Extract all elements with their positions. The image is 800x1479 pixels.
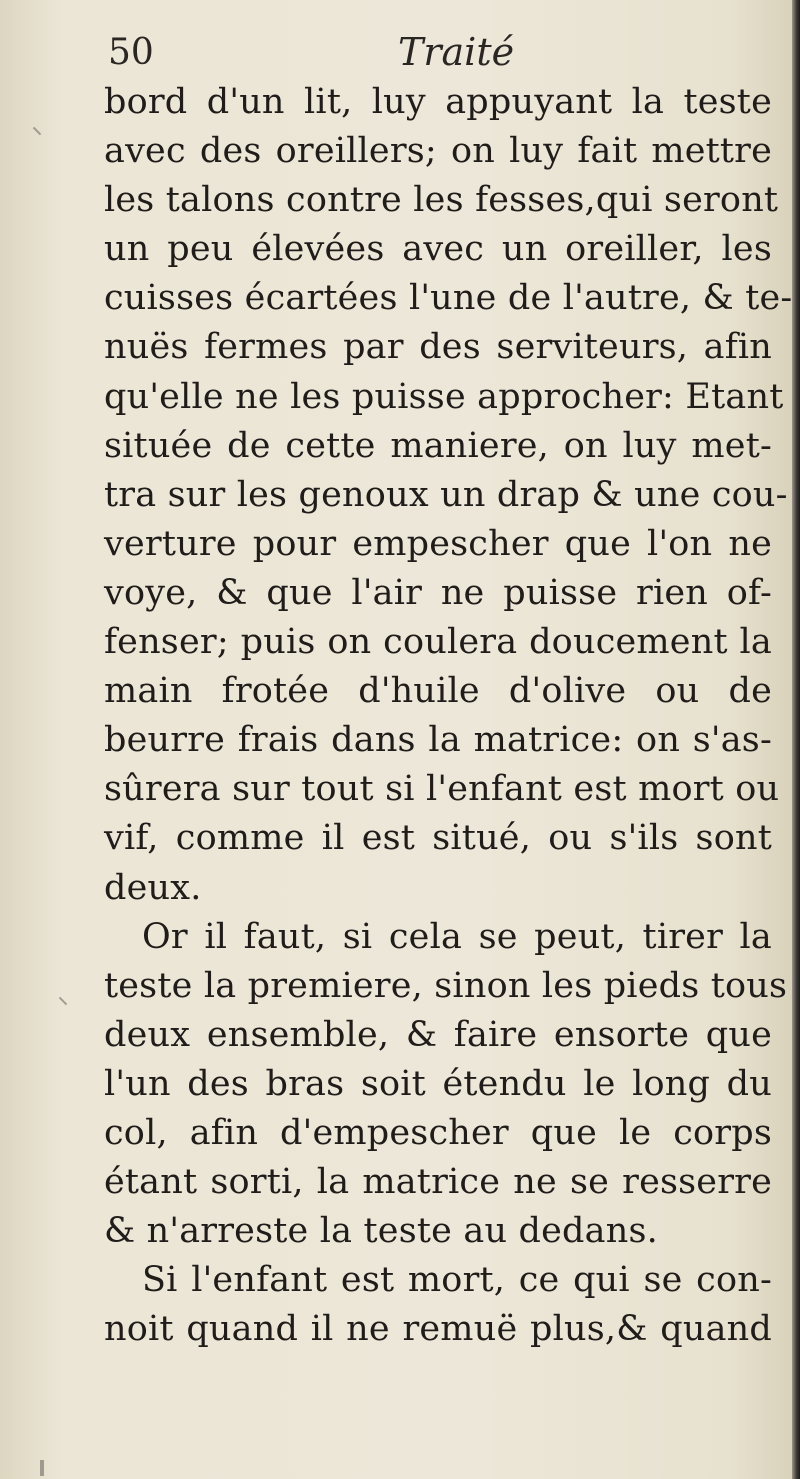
running-head: Traité	[398, 30, 515, 74]
text-line: vif, comme il est situé, ou s'ils sont	[104, 818, 772, 859]
text-line: deux ensemble, & faire ensorte que	[104, 1014, 772, 1055]
text-line: fenser; puis on coulera doucement la	[104, 622, 772, 663]
text-line: & n'arreste la teste au dedans.	[104, 1211, 658, 1252]
paragraph-start-line: Si l'enfant est mort, ce qui se con-	[142, 1260, 772, 1301]
text-line: située de cette maniere, on luy met-	[104, 425, 772, 466]
text-line: beurre frais dans la matrice: on s'as-	[104, 720, 772, 761]
page-number: 50	[108, 32, 154, 73]
text-line: qu'elle ne les puisse approcher: Etant	[104, 376, 784, 417]
text-line: teste la premiere, sinon les pieds tous	[104, 965, 788, 1006]
text-line: nuës fermes par des serviteurs, afin	[104, 327, 772, 368]
text-line: col, afin d'empescher que le corps	[104, 1112, 772, 1153]
text-line: un peu élevées avec un oreiller, les	[104, 229, 772, 270]
body-text	[104, 78, 792, 1354]
paragraph-start-line: Or il faut, si cela se peut, tirer la	[142, 916, 772, 957]
text-line: cuisses écartées l'une de l'autre, & te-	[104, 278, 792, 319]
text-line: l'un des bras soit étendu le long du	[104, 1063, 772, 1104]
text-line: noit quand il ne remuë plus,& quand	[104, 1309, 772, 1350]
text-line: main frotée d'huile d'olive ou de	[104, 671, 772, 712]
text-line: verture pour empescher que l'on ne	[104, 523, 772, 564]
text-line: étant sorti, la matrice ne se resserre	[104, 1162, 772, 1203]
text-line: voye, & que l'air ne puisse rien of-	[104, 572, 772, 613]
text-line: avec des oreillers; on luy fait mettre	[104, 131, 772, 172]
text-line: tra sur les genoux un drap & une cou-	[104, 474, 788, 515]
page-header	[108, 30, 768, 78]
text-line: bord d'un lit, luy appuyant la teste	[104, 82, 772, 122]
paper-speck	[33, 127, 41, 135]
text-line: les talons contre les fesses,qui seront	[104, 180, 779, 221]
text-line: deux.	[104, 867, 202, 908]
page-edge-shadow	[792, 0, 800, 1479]
paper-speck	[40, 1460, 44, 1476]
text-line: sûrera sur tout si l'enfant est mort ou	[104, 769, 780, 810]
paper-speck	[59, 997, 67, 1005]
